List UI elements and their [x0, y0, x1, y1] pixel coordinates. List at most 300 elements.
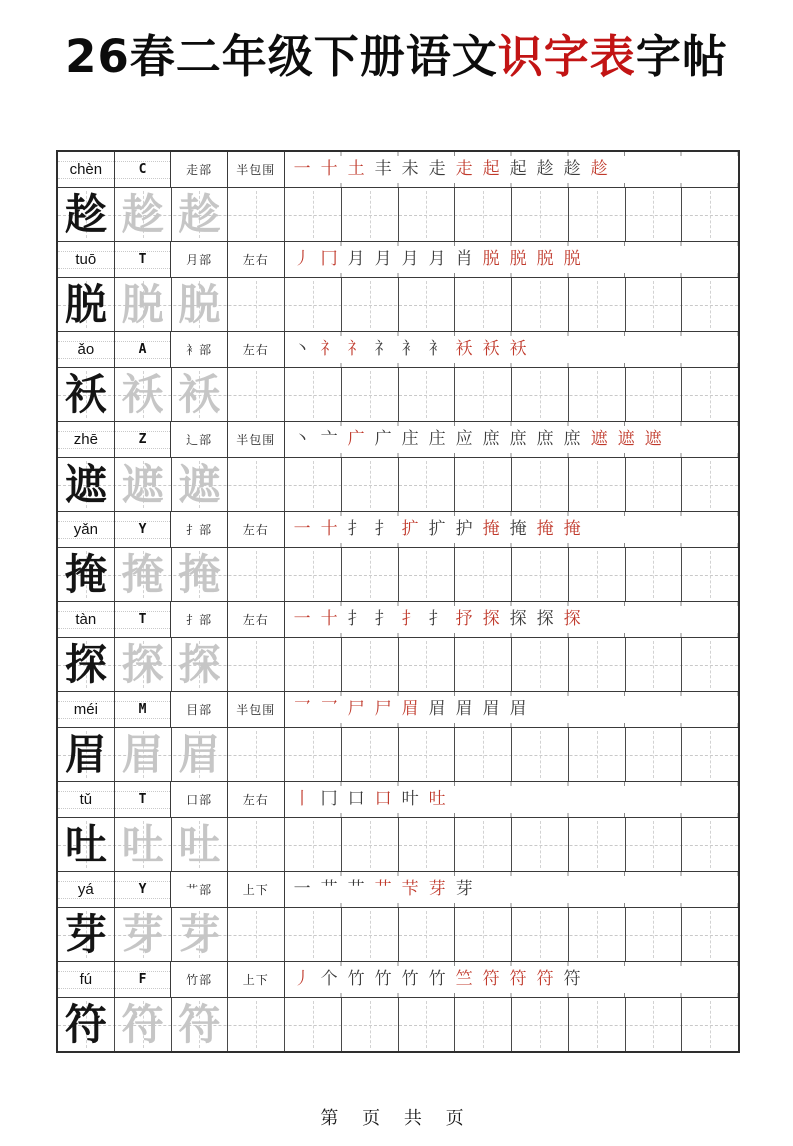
practice-cell-empty	[399, 908, 456, 961]
radical-cell	[171, 692, 228, 727]
practice-cell-empty	[228, 818, 285, 871]
stroke-order-cell	[285, 422, 738, 457]
practice-cell-empty	[626, 368, 683, 421]
stroke-step: 遮	[617, 429, 635, 449]
practice-cell-trace: 袄	[172, 368, 229, 421]
pinyin-cell	[58, 782, 115, 817]
stroke-step: 冂	[320, 249, 338, 269]
initial-letter-cell	[115, 422, 172, 457]
practice-row	[58, 278, 738, 331]
practice-cell-empty	[399, 548, 456, 601]
practice-cell-empty	[285, 188, 342, 241]
practice-cell-trace: 符	[115, 998, 172, 1051]
character-header-row	[58, 782, 738, 818]
stroke-step: 未	[401, 159, 419, 179]
stroke-step: 衤	[428, 339, 446, 359]
practice-cell-empty	[399, 368, 456, 421]
practice-cell-trace: 吐	[115, 818, 172, 871]
practice-cell-empty	[342, 638, 399, 691]
stroke-step: 竹	[374, 969, 392, 989]
practice-cell-empty	[569, 278, 626, 331]
stroke-step: 扩	[401, 519, 419, 539]
stroke-step: 肖	[455, 249, 473, 269]
stroke-step: 月	[428, 249, 446, 269]
pinyin-text: yǎn	[73, 521, 98, 538]
practice-cell-trace: 趁	[172, 188, 229, 241]
page-footer: 第 页 共 页	[320, 1108, 473, 1129]
initial-letter-cell	[115, 512, 172, 547]
practice-cell-empty	[342, 458, 399, 511]
stroke-step: 竹	[428, 969, 446, 989]
radical-cell	[171, 962, 228, 997]
practice-cell-empty	[626, 908, 683, 961]
practice-cell-empty	[399, 458, 456, 511]
practice-cell-empty	[569, 188, 626, 241]
stroke-step: 袄	[509, 339, 527, 359]
practice-cell-empty	[285, 548, 342, 601]
stroke-step: 尸	[374, 699, 392, 719]
stroke-step: 月	[374, 249, 392, 269]
pinyin-cell	[58, 872, 115, 907]
stroke-step: 抒	[455, 609, 473, 629]
initial-letter-text: Y	[138, 882, 147, 897]
character-block	[58, 421, 738, 511]
stroke-step: 十	[320, 519, 338, 539]
practice-cell-trace: 趁	[115, 188, 172, 241]
structure-cell	[228, 782, 285, 817]
practice-cell-trace: 掩	[172, 548, 229, 601]
practice-cell-empty	[682, 998, 738, 1051]
practice-cell-trace: 探	[115, 638, 172, 691]
stroke-step: 袄	[455, 339, 473, 359]
practice-cell-model: 袄	[58, 368, 115, 421]
worksheet-page	[0, 24, 793, 1129]
stroke-step: 丶	[293, 429, 311, 449]
stroke-step: 扌	[428, 609, 446, 629]
stroke-step: 芐	[401, 879, 419, 899]
stroke-order-cell	[285, 692, 738, 727]
practice-row	[58, 908, 738, 961]
practice-cell-empty	[569, 458, 626, 511]
practice-cell-empty	[342, 818, 399, 871]
pinyin-text: méi	[73, 701, 98, 718]
character-block	[58, 331, 738, 421]
stroke-step: 艹	[347, 879, 365, 899]
practice-cell-empty	[399, 818, 456, 871]
character-practice-table	[56, 150, 740, 1053]
radical-text: 月部	[186, 253, 213, 267]
practice-cell-empty	[228, 188, 285, 241]
stroke-step: 扌	[347, 519, 365, 539]
stroke-step: 起	[482, 159, 500, 179]
stroke-step: 袄	[482, 339, 500, 359]
stroke-step: 艹	[374, 879, 392, 899]
practice-row	[58, 368, 738, 421]
practice-row	[58, 188, 738, 241]
practice-cell-empty	[342, 728, 399, 781]
stroke-step: 一	[293, 519, 311, 539]
stroke-order-cell	[285, 872, 738, 907]
structure-cell	[228, 872, 285, 907]
practice-row	[58, 458, 738, 511]
practice-cell-trace: 探	[172, 638, 229, 691]
practice-cell-empty	[682, 278, 738, 331]
stroke-step: 眉	[428, 699, 446, 719]
stroke-step: 眉	[455, 699, 473, 719]
practice-cell-empty	[512, 368, 569, 421]
stroke-step: 庶	[536, 429, 554, 449]
practice-cell-empty	[285, 638, 342, 691]
practice-cell-empty	[342, 368, 399, 421]
character-block	[58, 511, 738, 601]
stroke-step: 礻	[320, 339, 338, 359]
practice-cell-empty	[228, 638, 285, 691]
initial-letter-cell	[115, 332, 172, 367]
title-highlight: 识字表	[497, 30, 636, 83]
practice-cell-empty	[455, 908, 512, 961]
practice-cell-empty	[455, 818, 512, 871]
practice-cell-trace: 符	[172, 998, 229, 1051]
structure-cell	[228, 602, 285, 637]
stroke-order-cell	[285, 602, 738, 637]
structure-text: 左右	[242, 523, 269, 537]
stroke-step: 月	[401, 249, 419, 269]
stroke-step: 口	[374, 789, 392, 809]
initial-letter-cell	[115, 692, 172, 727]
practice-cell-empty	[569, 638, 626, 691]
practice-cell-trace: 袄	[115, 368, 172, 421]
radical-text: 口部	[186, 793, 213, 807]
stroke-step: 遮	[644, 429, 662, 449]
stroke-step: 走	[455, 159, 473, 179]
pinyin-text: ǎo	[77, 341, 95, 358]
practice-cell-model: 脱	[58, 278, 115, 331]
practice-cell-empty	[285, 458, 342, 511]
stroke-step: 应	[455, 429, 473, 449]
structure-text: 半包围	[236, 433, 276, 447]
structure-text: 上下	[242, 973, 269, 987]
radical-text: 扌部	[186, 613, 213, 627]
practice-cell-empty	[682, 728, 738, 781]
practice-cell-empty	[512, 818, 569, 871]
stroke-step: 掩	[509, 519, 527, 539]
practice-cell-empty	[512, 728, 569, 781]
practice-cell-empty	[455, 548, 512, 601]
practice-cell-empty	[512, 458, 569, 511]
pinyin-text: fú	[79, 971, 93, 988]
practice-cell-model: 芽	[58, 908, 115, 961]
structure-cell	[228, 152, 285, 187]
practice-cell-empty	[228, 278, 285, 331]
character-block	[58, 781, 738, 871]
pinyin-text: tàn	[75, 611, 97, 628]
title-suffix: 字帖	[635, 30, 728, 83]
practice-cell-empty	[682, 368, 738, 421]
stroke-step: 掩	[482, 519, 500, 539]
stroke-step: 艹	[320, 879, 338, 899]
character-header-row	[58, 332, 738, 368]
practice-cell-empty	[569, 728, 626, 781]
practice-cell-empty	[285, 998, 342, 1051]
practice-cell-empty	[569, 548, 626, 601]
stroke-step: 扌	[347, 609, 365, 629]
practice-cell-empty	[682, 908, 738, 961]
practice-cell-empty	[455, 638, 512, 691]
practice-row	[58, 728, 738, 781]
stroke-step: 尸	[347, 699, 365, 719]
radical-cell	[171, 782, 228, 817]
practice-cell-empty	[455, 278, 512, 331]
stroke-step: 十	[320, 159, 338, 179]
initial-letter-cell	[115, 242, 172, 277]
pinyin-cell	[58, 152, 115, 187]
practice-cell-empty	[512, 998, 569, 1051]
radical-text: 衤部	[186, 343, 213, 357]
pinyin-cell	[58, 692, 115, 727]
pinyin-cell	[58, 512, 115, 547]
practice-cell-empty	[228, 458, 285, 511]
practice-cell-empty	[285, 818, 342, 871]
initial-letter-cell	[115, 962, 172, 997]
initial-letter-cell	[115, 152, 172, 187]
character-header-row	[58, 602, 738, 638]
stroke-step: 符	[509, 969, 527, 989]
practice-cell-trace: 吐	[172, 818, 229, 871]
stroke-step: 庶	[563, 429, 581, 449]
radical-cell	[171, 152, 228, 187]
stroke-step: 冂	[320, 789, 338, 809]
radical-cell	[171, 422, 228, 457]
stroke-step: 丶	[293, 339, 311, 359]
pinyin-text: chèn	[69, 161, 103, 178]
stroke-step: 芽	[428, 879, 446, 899]
character-header-row	[58, 962, 738, 998]
practice-cell-empty	[342, 188, 399, 241]
stroke-step: 探	[563, 609, 581, 629]
radical-cell	[171, 332, 228, 367]
practice-cell-empty	[569, 368, 626, 421]
stroke-step: 口	[347, 789, 365, 809]
stroke-step: 趁	[590, 159, 608, 179]
practice-cell-empty	[285, 728, 342, 781]
character-header-row	[58, 422, 738, 458]
stroke-step: 扌	[374, 519, 392, 539]
character-block	[58, 241, 738, 331]
practice-cell-empty	[285, 368, 342, 421]
practice-cell-empty	[626, 998, 683, 1051]
stroke-step: 广	[374, 429, 392, 449]
practice-cell-trace: 眉	[115, 728, 172, 781]
stroke-step: 月	[347, 249, 365, 269]
stroke-order-cell	[285, 332, 738, 367]
pinyin-cell	[58, 422, 115, 457]
practice-cell-empty	[342, 908, 399, 961]
stroke-order-cell	[285, 242, 738, 277]
stroke-step: 芽	[455, 879, 473, 899]
character-block	[58, 871, 738, 961]
radical-text: 走部	[186, 163, 213, 177]
stroke-step: 遮	[590, 429, 608, 449]
structure-cell	[228, 512, 285, 547]
practice-cell-empty	[342, 548, 399, 601]
character-block	[58, 152, 738, 241]
stroke-step: 庶	[509, 429, 527, 449]
stroke-step: 符	[482, 969, 500, 989]
initial-letter-text: Y	[138, 522, 147, 537]
radical-cell	[171, 242, 228, 277]
practice-cell-empty	[626, 728, 683, 781]
pinyin-text: zhē	[73, 431, 98, 448]
stroke-step: 探	[536, 609, 554, 629]
initial-letter-cell	[115, 782, 172, 817]
stroke-step: 扩	[428, 519, 446, 539]
character-header-row	[58, 872, 738, 908]
stroke-step: 庄	[428, 429, 446, 449]
stroke-step: 起	[509, 159, 527, 179]
character-block	[58, 601, 738, 691]
practice-cell-empty	[626, 278, 683, 331]
stroke-step: 符	[563, 969, 581, 989]
practice-cell-empty	[512, 188, 569, 241]
stroke-step: 脱	[563, 249, 581, 269]
practice-cell-empty	[455, 458, 512, 511]
radical-text: 辶部	[186, 433, 213, 447]
practice-cell-empty	[682, 818, 738, 871]
stroke-step: 掩	[563, 519, 581, 539]
stroke-step: 丨	[293, 789, 311, 809]
stroke-step: 脱	[536, 249, 554, 269]
stroke-step: 吐	[428, 789, 446, 809]
stroke-order-cell	[285, 152, 738, 187]
initial-letter-text: A	[138, 342, 147, 357]
stroke-step: 丿	[293, 969, 311, 989]
practice-cell-trace: 遮	[172, 458, 229, 511]
practice-cell-empty	[512, 278, 569, 331]
character-block	[58, 961, 738, 1051]
practice-cell-empty	[342, 998, 399, 1051]
stroke-step: 探	[509, 609, 527, 629]
stroke-step: 眉	[401, 699, 419, 719]
character-header-row	[58, 692, 738, 728]
practice-cell-empty	[285, 908, 342, 961]
practice-cell-model: 掩	[58, 548, 115, 601]
stroke-order-cell	[285, 512, 738, 547]
initial-letter-text: T	[138, 252, 147, 267]
structure-text: 半包围	[236, 703, 276, 717]
structure-text: 上下	[242, 883, 269, 897]
stroke-step: 一	[293, 609, 311, 629]
practice-cell-empty	[512, 548, 569, 601]
initial-letter-text: T	[138, 612, 147, 627]
practice-cell-empty	[682, 638, 738, 691]
stroke-step: 竹	[347, 969, 365, 989]
stroke-step: 广	[347, 429, 365, 449]
stroke-step: 护	[455, 519, 473, 539]
practice-cell-empty	[399, 278, 456, 331]
practice-cell-model: 眉	[58, 728, 115, 781]
title-prefix: 26春二年级下册语文	[65, 30, 498, 83]
practice-cell-empty	[285, 278, 342, 331]
stroke-step: 亠	[320, 429, 338, 449]
practice-cell-empty	[455, 728, 512, 781]
stroke-step: 趁	[536, 159, 554, 179]
practice-cell-empty	[455, 998, 512, 1051]
pinyin-cell	[58, 332, 115, 367]
practice-cell-empty	[455, 368, 512, 421]
practice-cell-trace: 遮	[115, 458, 172, 511]
structure-text: 半包围	[236, 163, 276, 177]
stroke-step: 掩	[536, 519, 554, 539]
page-title	[0, 24, 793, 90]
stroke-step: 个	[320, 969, 338, 989]
stroke-step: 扌	[401, 609, 419, 629]
practice-cell-trace: 芽	[172, 908, 229, 961]
radical-text: 艹部	[186, 883, 213, 897]
practice-cell-empty	[569, 818, 626, 871]
stroke-step: 扌	[374, 609, 392, 629]
radical-cell	[171, 872, 228, 907]
pinyin-cell	[58, 602, 115, 637]
stroke-step: 土	[347, 159, 365, 179]
stroke-order-cell	[285, 782, 738, 817]
stroke-step: 走	[428, 159, 446, 179]
practice-cell-empty	[399, 728, 456, 781]
stroke-step: 一	[293, 159, 311, 179]
practice-cell-model: 趁	[58, 188, 115, 241]
practice-cell-empty	[626, 548, 683, 601]
practice-cell-empty	[569, 908, 626, 961]
practice-cell-empty	[626, 188, 683, 241]
practice-cell-model: 吐	[58, 818, 115, 871]
stroke-step: 竹	[401, 969, 419, 989]
practice-cell-model: 遮	[58, 458, 115, 511]
structure-text: 左右	[242, 343, 269, 357]
structure-cell	[228, 332, 285, 367]
pinyin-cell	[58, 242, 115, 277]
practice-cell-empty	[512, 638, 569, 691]
structure-text: 左右	[242, 253, 269, 267]
radical-text: 竹部	[186, 973, 213, 987]
initial-letter-cell	[115, 872, 172, 907]
practice-cell-empty	[626, 458, 683, 511]
structure-cell	[228, 962, 285, 997]
stroke-step: 庄	[401, 429, 419, 449]
pinyin-text: tǔ	[79, 791, 93, 808]
practice-cell-empty	[399, 638, 456, 691]
stroke-step: 脱	[482, 249, 500, 269]
initial-letter-text: F	[138, 972, 147, 987]
stroke-step: 庶	[482, 429, 500, 449]
stroke-step: 丰	[374, 159, 392, 179]
initial-letter-text: M	[138, 702, 147, 717]
structure-text: 左右	[242, 613, 269, 627]
stroke-order-cell	[285, 962, 738, 997]
structure-cell	[228, 692, 285, 727]
practice-cell-trace: 眉	[172, 728, 229, 781]
character-header-row	[58, 512, 738, 548]
stroke-step: 一	[293, 879, 311, 899]
practice-cell-empty	[626, 638, 683, 691]
practice-cell-trace: 脱	[172, 278, 229, 331]
practice-cell-empty	[228, 728, 285, 781]
practice-cell-empty	[682, 188, 738, 241]
practice-cell-empty	[228, 998, 285, 1051]
practice-cell-empty	[342, 278, 399, 331]
practice-cell-empty	[455, 188, 512, 241]
stroke-step: 乛	[293, 699, 311, 719]
practice-cell-trace: 芽	[115, 908, 172, 961]
radical-cell	[171, 512, 228, 547]
